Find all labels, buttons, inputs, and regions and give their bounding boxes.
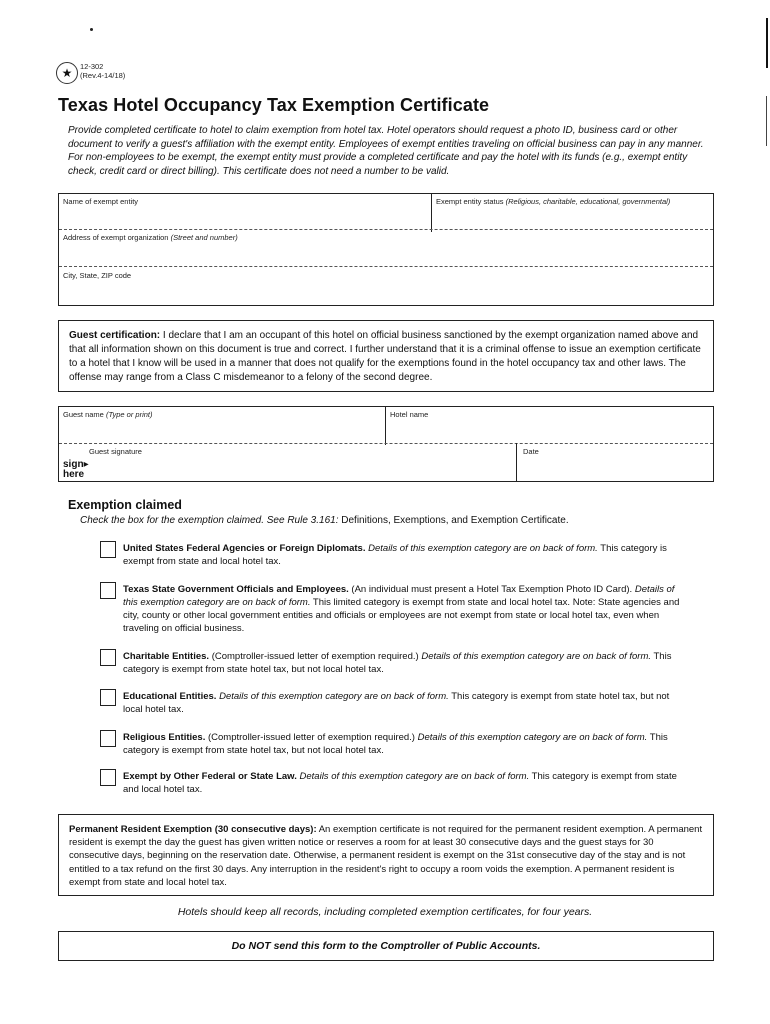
other-law-checkbox[interactable]: [100, 769, 116, 786]
stray-mark: [90, 28, 93, 31]
state-officials-checkbox[interactable]: [100, 582, 116, 599]
exemption-item-title: Exempt by Other Federal or State Law.: [123, 771, 297, 782]
exemption-item-state-officials: [123, 583, 683, 635]
exemption-item-other-law: [123, 770, 683, 796]
exemption-instructions-plain: Definitions, Exemptions, and Exemption Certificate.: [338, 515, 569, 526]
guest-certification-body: I declare that I am an occupant of this hotel on official business sanctioned by the exempt organization named above and that all information shown on this document is true and correct. I further understand that it is a criminal offense to issue an exemption certificate to a hotel that I know will be used in a manner that does not qualify for the exemptions found in the hotel occupancy tax and other laws. The offense may range from a Class C misdemeanor to a felony of the second degree.: [69, 330, 701, 383]
guest-certification-heading: Guest certification:: [69, 330, 161, 341]
guest-name-field[interactable]: [59, 407, 385, 441]
entity-status-field[interactable]: [432, 194, 713, 228]
exemption-item-details: Details of this exemption category are on back of form.: [365, 543, 598, 554]
guest-signature-box: [58, 406, 714, 482]
city-state-zip-label: City, State, ZIP code: [63, 271, 132, 280]
exemption-item-rest: This category is exempt from state hotel tax, but not local hotel tax.: [123, 732, 668, 756]
federal-agencies-checkbox[interactable]: [100, 541, 116, 558]
date-label: Date: [523, 447, 539, 456]
entity-status-text: Exempt entity status: [436, 197, 504, 206]
exemption-item-charitable: [123, 650, 683, 676]
guest-certification-box: [58, 320, 714, 392]
permanent-resident-heading: Permanent Resident Exemption (30 consecutive days):: [69, 824, 317, 835]
exemption-item-rest: This category is exempt from state hotel tax, but not local hotel tax.: [123, 651, 672, 675]
guest-signature-field[interactable]: [59, 444, 515, 481]
exemption-item-title: United States Federal Agencies or Foreign Diplomats.: [123, 543, 366, 554]
arrow-right-icon: ▸: [83, 459, 89, 470]
exemption-item-federal: [123, 542, 683, 568]
date-field[interactable]: [517, 444, 713, 481]
exemption-item-details: Details of this exemption category are on back of form.: [123, 584, 675, 608]
form-revision: (Rev.4-14/18): [80, 71, 126, 80]
scan-edge-mark: [766, 96, 767, 146]
exempt-entity-box: [58, 193, 714, 306]
address-field[interactable]: [59, 230, 713, 266]
here-word: here: [63, 469, 85, 480]
exemption-item-title: Educational Entities.: [123, 691, 217, 702]
scan-edge-mark: [766, 18, 768, 68]
address-text: Address of exempt organization: [63, 233, 169, 242]
exemption-item-paren: (An individual must present a Hotel Tax Exemption Photo ID Card).: [348, 584, 633, 595]
exemption-item-title: Texas State Government Officials and Employees.: [123, 584, 349, 595]
exemption-instructions: [80, 515, 569, 526]
permanent-resident-text: [69, 823, 705, 889]
religious-entities-checkbox[interactable]: [100, 730, 116, 747]
sign-word: sign: [63, 459, 84, 470]
exemption-item-details: Details of this exemption category are on back of form.: [414, 732, 648, 743]
entity-name-field[interactable]: [59, 194, 431, 228]
exemption-item-title: Charitable Entities.: [123, 651, 210, 662]
permanent-resident-box: [58, 814, 714, 896]
exemption-item-details: Details of this exemption category are on back of form.: [418, 651, 652, 662]
exemption-item-rest: This limited category is exempt from state and local hotel tax. Note: State agencies and city, county or other local government entities and officials or employees are not exempt from state or local hotel tax, even when traveling on official business.: [123, 597, 680, 634]
guest-certification-text: [69, 329, 705, 385]
exemption-item-rest: This category is exempt from state and local hotel tax.: [123, 771, 677, 795]
exemption-item-rest: This category is exempt from state and local hotel tax.: [123, 543, 667, 567]
exemption-heading: Exemption claimed: [68, 498, 182, 512]
exemption-instructions-italic: Check the box for the exemption claimed. See Rule 3.161:: [80, 515, 339, 526]
guest-name-text: Guest name: [63, 410, 104, 419]
do-not-send-box: [58, 931, 714, 961]
exemption-item-paren: (Comptroller-issued letter of exemption required.): [209, 651, 419, 662]
entity-status-hint: (Religious, charitable, educational, governmental): [505, 197, 671, 206]
permanent-resident-body: An exemption certificate is not required for the permanent resident exemption. A permanent resident is exempt the day the guest has given written notice or reserves a room for at least 30 consecutive days and the guest stays for 30 consecutive days, beginning on the reservation date. Otherwise, a permanent resident is exempt on the 31st consecutive day of the stay and is not entitled to a tax refund on the first 30 days. Any interruption in the resident's right to occupy a room voids the exemption. A permanent resident is exempt from state and local hotel tax.: [69, 824, 703, 888]
address-hint: (Street and number): [170, 233, 238, 242]
exemption-item-rest: This category is exempt from state hotel tax, but not local hotel tax.: [123, 691, 670, 715]
exemption-item-title: Religious Entities.: [123, 732, 206, 743]
form-number-code: 12-302: [80, 62, 104, 71]
hotel-name-label: Hotel name: [390, 410, 429, 419]
do-not-send-notice: Do NOT send this form to the Comptroller of Public Accounts.: [231, 940, 541, 952]
exemption-item-educational: [123, 690, 683, 716]
entity-name-label: Name of exempt entity: [63, 197, 139, 206]
educational-entities-checkbox[interactable]: [100, 689, 116, 706]
exemption-item-details: Details of this exemption category are on back of form.: [216, 691, 449, 702]
exemption-item-details: Details of this exemption category are on back of form.: [296, 771, 530, 782]
state-seal-icon: ★: [56, 62, 78, 84]
charitable-entities-checkbox[interactable]: [100, 649, 116, 666]
intro-text: Provide completed certificate to hotel to claim exemption from hotel tax. Hotel operators should request a photo ID, business card or other document to verify a guest's affiliation with the exempt entity. Employees of exempt entities traveling on official business can pay in any manner. For non-employees to be exempt, the exempt entity must provide a completed certificate and pay the hotel with its funds (e.g., exempt entity check, credit card or direct billing). This certificate does not need a number to be valid.: [68, 125, 704, 177]
guest-signature-label: Guest signature: [89, 447, 142, 456]
records-notice: Hotels should keep all records, including completed exemption certificates, for four years.: [177, 906, 593, 918]
exemption-item-religious: [123, 731, 683, 757]
form-number: [80, 62, 125, 80]
city-state-zip-field[interactable]: [59, 267, 713, 305]
hotel-name-field[interactable]: [386, 407, 713, 441]
guest-name-hint: (Type or print): [105, 410, 153, 419]
exemption-item-paren: (Comptroller-issued letter of exemption required.): [205, 732, 415, 743]
page-title: Texas Hotel Occupancy Tax Exemption Certificate: [58, 95, 490, 115]
